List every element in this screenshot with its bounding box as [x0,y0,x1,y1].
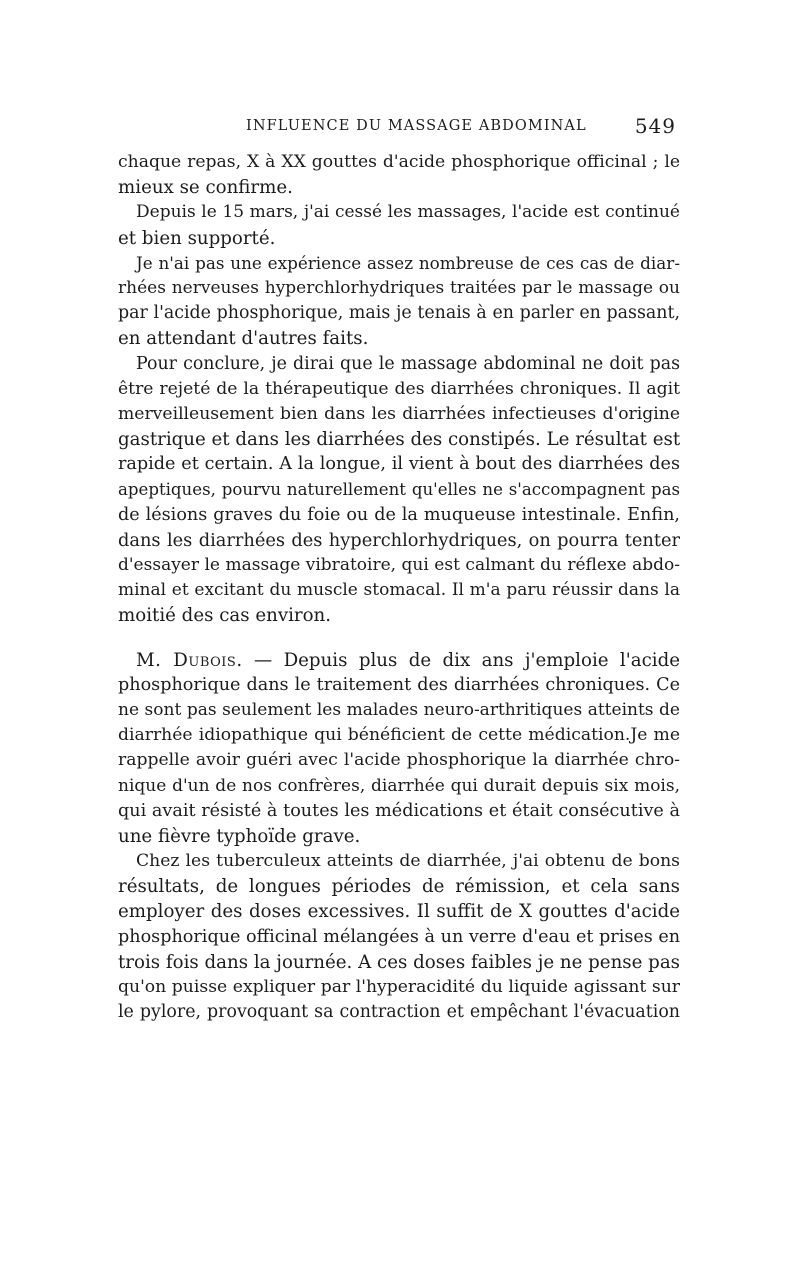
text-line: qui avait résisté à toutes les médications et était consécutive à [118,800,680,821]
text-line: dans les diarrhées des hyperchlorhydriques, on pourra tenter [118,529,680,551]
text-line: minal et excitant du muscle stomacal. Il m'a paru réussir dans la [118,580,680,601]
text-line [118,648,680,673]
text-line: Chez les tuberculeux atteints de diarrhée, j'ai obtenu de bons [136,851,680,872]
text-line: par l'acide phosphorique, mais je tenais à en parler en passant, [118,303,680,324]
text-line: Je n'ai pas une expérience assez nombreuse de ces cas de diar- [136,252,680,273]
text-line: une fièvre typhoïde grave. [118,825,361,847]
text-line: qu'on puisse expliquer par l'hyperacidité du liquide agissant sur [118,977,680,997]
text-line: le pylore, provoquant sa contraction et empêchant l'évacuation [118,1002,680,1023]
text-line: phosphorique officinal mélangées à un verre d'eau et prises en [118,926,680,947]
text-line: rapide et certain. A la longue, il vient à bout des diarrhées des [118,454,680,475]
text-line: moitié des cas environ. [118,605,332,627]
text-line: diarrhée idiopathique qui bénéficient de cette médication.Je me [118,725,680,746]
text-line: apeptiques, pourvu naturellement qu'elles ne s'accompagnent pas [118,480,680,500]
text-line: en attendant d'autres faits. [118,328,369,350]
text-line: Pour conclure, je dirai que le massage abdominal ne doit pas [136,353,680,374]
running-title: INFLUENCE DU MASSAGE ABDOMINAL [246,118,587,134]
text-line: Depuis le 15 mars, j'ai cessé les massages, l'acide est continué [136,202,680,223]
text-line: ne sont pas seulement les malades neuro-arthritiques atteints de [118,699,680,720]
text-line: mieux se confirme. [118,177,293,199]
speaker-text: — Depuis plus de dix ans j'emploie l'acide [254,649,680,671]
text-line: et bien supporté. [118,227,276,249]
text-line: merveilleusement bien dans les diarrhées infectieuses d'origine [118,403,680,424]
text-line: trois fois dans la journée. A ces doses faibles je ne pense pas [118,951,680,973]
text-line: phosphorique dans le traitement des diarrhées chroniques. Ce [118,674,680,695]
text-line: rappelle avoir guéri avec l'acide phosphorique la diarrhée chro- [118,750,680,771]
text-line: d'essayer le massage vibratoire, qui est calmant du réflexe abdo- [118,555,680,575]
text-line: employer des doses excessives. Il suffit de X gouttes d'acide [118,901,680,923]
body-text [118,150,680,1025]
text-line: de lésions graves du foie ou de la muqueuse intestinale. Enfin, [118,504,680,525]
text-line: résultats, de longues périodes de rémission, et cela sans [118,876,680,898]
text-line: gastrique et dans les diarrhées des constipés. Le résultat est [118,429,680,451]
text-line: rhées nerveuses hyperchlorhydriques traitées par le massage ou [118,277,680,298]
text-line: être rejeté de la thérapeutique des diarrhées chroniques. Il agit [118,378,680,399]
text-line: chaque repas, X à XX gouttes d'acide phosphorique officinal ; le [118,152,680,172]
page-number: 549 [634,114,676,138]
running-head [118,112,680,142]
text-line: nique d'un de nos confrères, diarrhée qui durait depuis six mois, [118,775,680,796]
speaker-name: M. Dubois. [136,649,243,671]
